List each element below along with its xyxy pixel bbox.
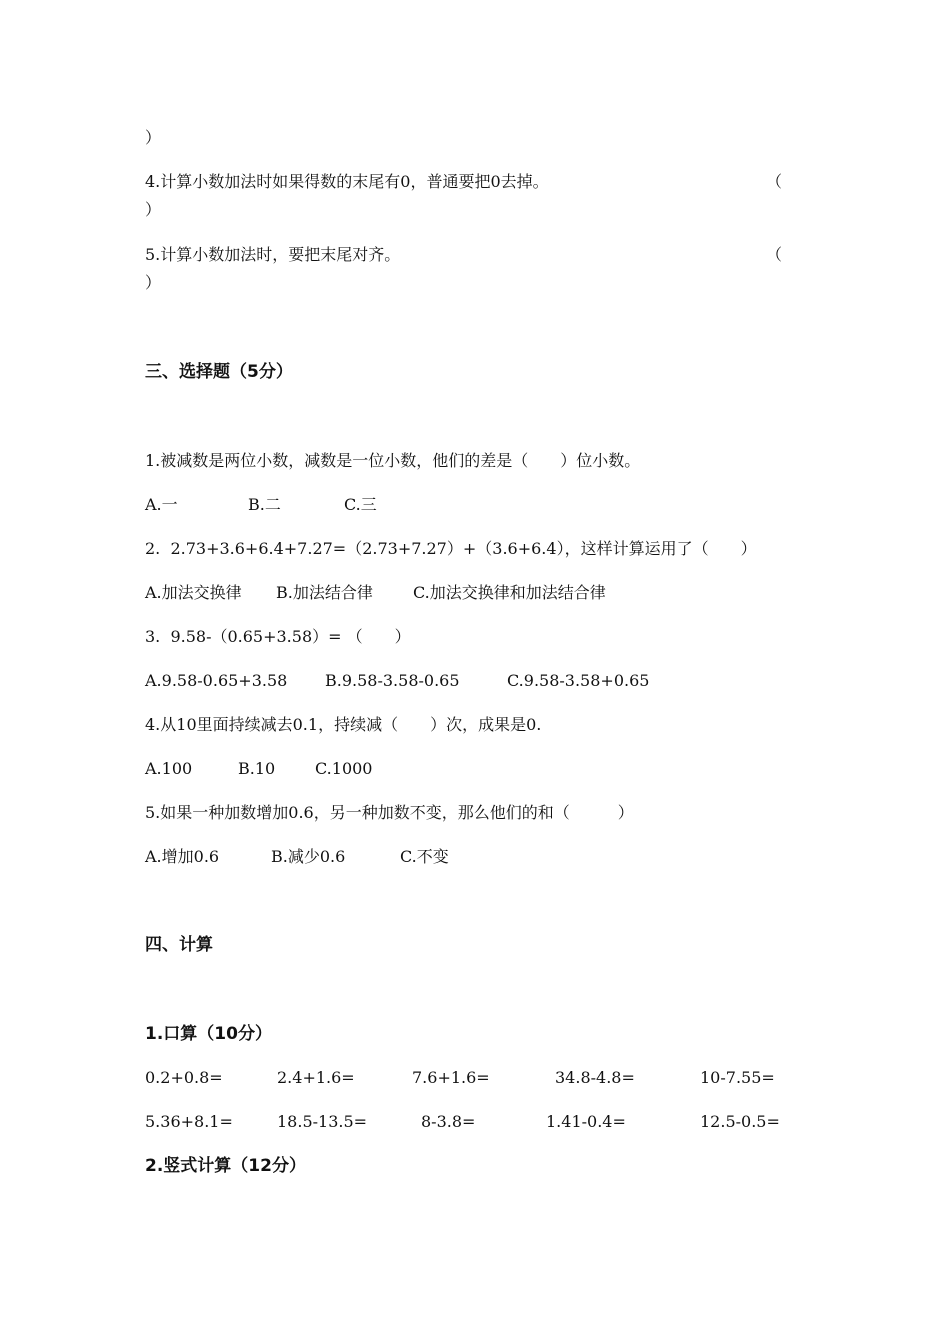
judge-item5-close-paren: ） bbox=[145, 273, 162, 292]
oral-problem: 2.4+1.6= bbox=[277, 1068, 355, 1087]
q4-option-b: B.10 bbox=[238, 759, 276, 778]
q2-option-a: A.加法交换律 bbox=[145, 583, 242, 602]
judge-item4-open-paren: （ bbox=[766, 172, 783, 191]
choice-question-1: 1.被减数是两位小数，减数是一位小数，他们的差是（ ）位小数。 bbox=[145, 451, 641, 470]
oral-calc-heading: 1.口算（10分） bbox=[145, 1024, 272, 1044]
oral-problem: 34.8-4.8= bbox=[555, 1068, 635, 1087]
q2-option-b: B.加法结合律 bbox=[276, 583, 373, 602]
q4-option-c: C.1000 bbox=[315, 759, 373, 778]
choice-question-4: 4.从10里面持续减去0.1，持续减（ ）次，成果是0. bbox=[145, 715, 542, 734]
oral-problem: 0.2+0.8= bbox=[145, 1068, 223, 1087]
q3-option-a: A.9.58-0.65+3.58 bbox=[145, 671, 288, 690]
q5-option-c: C.不变 bbox=[400, 847, 449, 866]
oral-problem: 1.41-0.4= bbox=[546, 1112, 626, 1131]
oral-problem: 5.36+8.1= bbox=[145, 1112, 233, 1131]
choice-question-5: 5.如果一种加数增加0.6，另一种加数不变，那么他们的和（ ） bbox=[145, 803, 634, 822]
judge-item4-close-paren: ） bbox=[145, 200, 162, 219]
judge-item3-close-paren: ） bbox=[145, 128, 162, 147]
judge-item-4: 4.计算小数加法时如果得数的末尾有0，普通要把0去掉。 bbox=[145, 172, 549, 191]
oral-problem: 8-3.8= bbox=[421, 1112, 476, 1131]
oral-problem: 18.5-13.5= bbox=[277, 1112, 368, 1131]
q2-option-c: C.加法交换律和加法结合律 bbox=[413, 583, 606, 602]
oral-problem: 10-7.55= bbox=[700, 1068, 775, 1087]
choice-question-3: 3. 9.58-（0.65+3.58）= （ ） bbox=[145, 627, 411, 646]
q1-option-b: B.二 bbox=[248, 495, 281, 514]
q3-option-b: B.9.58-3.58-0.65 bbox=[325, 671, 460, 690]
q1-option-a: A.一 bbox=[145, 495, 178, 514]
oral-problem: 12.5-0.5= bbox=[700, 1112, 780, 1131]
q3-option-c: C.9.58-3.58+0.65 bbox=[507, 671, 650, 690]
q1-option-c: C.三 bbox=[344, 495, 377, 514]
choice-section-heading: 三、选择题（5分） bbox=[145, 362, 293, 382]
q5-option-b: B.减少0.6 bbox=[271, 847, 346, 866]
choice-question-2: 2. 2.73+3.6+6.4+7.27=（2.73+7.27）+（3.6+6.4），这样计算运用了（ ） bbox=[145, 539, 757, 558]
judge-item5-open-paren: （ bbox=[766, 245, 783, 264]
vertical-calc-heading: 2.竖式计算（12分） bbox=[145, 1156, 306, 1176]
calc-section-heading: 四、计算 bbox=[145, 935, 213, 955]
judge-item-5: 5.计算小数加法时，要把末尾对齐。 bbox=[145, 245, 401, 264]
oral-problem: 7.6+1.6= bbox=[412, 1068, 490, 1087]
q5-option-a: A.增加0.6 bbox=[145, 847, 220, 866]
q4-option-a: A.100 bbox=[145, 759, 193, 778]
